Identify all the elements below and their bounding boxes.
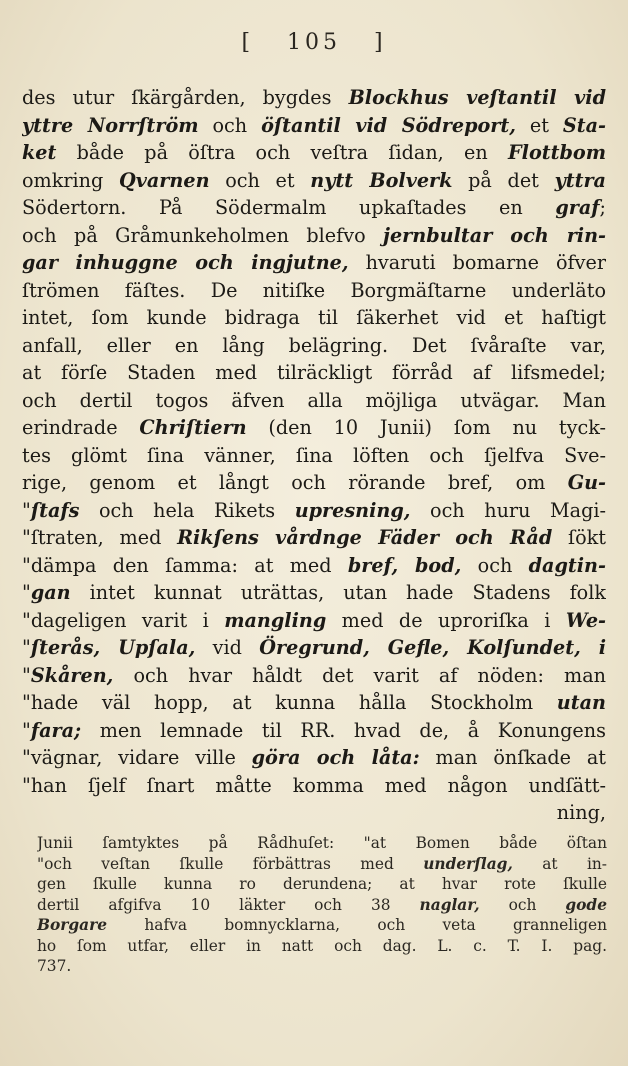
italic-text: Rikſens vårdnge Fäder och Råd bbox=[177, 526, 553, 549]
text-run: "ſtraten, med bbox=[22, 526, 178, 549]
text-line bbox=[22, 524, 606, 552]
text-run: "han ſjelf ſnart måtte komma med någon undſätt- bbox=[22, 773, 606, 797]
text-line bbox=[22, 579, 606, 607]
text-run: med de uproriſka i bbox=[326, 608, 566, 632]
text-run: ; bbox=[599, 196, 606, 219]
italic-text: gode bbox=[565, 895, 607, 914]
text-run: och bbox=[198, 113, 262, 137]
text-run: 737. bbox=[37, 957, 72, 975]
text-run: man önſkade at bbox=[419, 746, 606, 769]
text-run: des utur ſkärgården, bygdes bbox=[22, 86, 349, 109]
text-line bbox=[22, 469, 606, 497]
text-line bbox=[22, 84, 606, 112]
text-run: gen ſkulle kunna ro derundena; at hvar rote ſkulle bbox=[37, 875, 607, 893]
text-line bbox=[22, 112, 606, 140]
italic-text: graf bbox=[555, 196, 600, 219]
text-run: "dageligen varit i bbox=[22, 608, 225, 632]
text-run: men lemnade til RR. hvad de, å Konungens bbox=[81, 718, 606, 742]
text-run: dertil afgifva 10 läkter och 38 bbox=[37, 895, 420, 914]
text-run: (den 10 Junii) ſom nu tyck- bbox=[246, 416, 606, 439]
text-line bbox=[22, 387, 606, 415]
italic-text: underſlag, bbox=[423, 854, 513, 873]
text-run: Junii ſamtyktes på Rådhuſet: "at Bomen både öſtan bbox=[37, 834, 607, 852]
text-run: at in- bbox=[512, 854, 607, 873]
text-line bbox=[22, 772, 606, 800]
italic-text: nytt Bolverk bbox=[310, 168, 453, 192]
italic-text: Chriſtiern bbox=[139, 416, 247, 439]
text-line bbox=[22, 359, 606, 387]
text-run: anfall, eller en lång belägring. Det ſvåraſte var, bbox=[22, 333, 606, 357]
text-run: ſtrömen fäſtes. De nitiſke Borgmäſtarne underläto bbox=[22, 278, 606, 302]
text-line bbox=[22, 194, 606, 222]
text-run: och bbox=[479, 895, 566, 914]
italic-text: mangling bbox=[224, 608, 327, 632]
text-line bbox=[22, 634, 606, 662]
text-run: "hade väl hopp, at kunna hålla Stockholm bbox=[22, 691, 557, 714]
text-run: Södertorn. På Södermalm upkaſtades en bbox=[22, 196, 556, 219]
text-run: "vägnar, vidare ville bbox=[22, 746, 252, 769]
italic-text: fara; bbox=[30, 718, 82, 742]
italic-text: Öregrund, Gefle, Kolſundet, i bbox=[259, 636, 606, 659]
italic-text: ſtafs bbox=[30, 498, 80, 522]
text-line bbox=[22, 799, 606, 827]
text-line bbox=[22, 249, 606, 277]
text-run: " bbox=[22, 581, 31, 604]
footnote-line bbox=[37, 833, 607, 854]
italic-text: dagtin- bbox=[528, 553, 606, 577]
text-run: på det bbox=[452, 168, 555, 192]
text-run: rige, genom et långt och rörande bref, om bbox=[22, 471, 568, 494]
text-run: " bbox=[22, 498, 31, 522]
text-run: och hela Rikets bbox=[79, 498, 295, 522]
italic-text: Gu- bbox=[567, 471, 606, 494]
text-run: omkring bbox=[22, 168, 120, 192]
italic-text: Borgare bbox=[37, 916, 108, 934]
text-line bbox=[22, 552, 606, 580]
page-number: [ 105 ] bbox=[241, 30, 387, 55]
italic-text: We- bbox=[565, 608, 606, 632]
text-run: och dertil togos äfven alla möjliga utvägar. Man bbox=[22, 388, 606, 412]
text-run: " bbox=[22, 663, 31, 687]
text-run: et bbox=[515, 113, 563, 137]
text-line bbox=[22, 662, 606, 690]
text-run: intet kunnat uträttas, utan hade Stadens folk bbox=[70, 581, 606, 604]
italic-text: Skåren, bbox=[30, 663, 114, 687]
text-run: ho ſom utfar, eller in natt och dag. L. c. T. I. pag. bbox=[37, 936, 607, 955]
italic-text: gar inhuggne och ingjutne, bbox=[22, 251, 349, 274]
text-run: ſökt bbox=[552, 526, 606, 549]
text-line bbox=[22, 744, 606, 772]
italic-text: ket bbox=[22, 141, 57, 164]
italic-text: ſterås, Upſala, bbox=[30, 636, 196, 659]
footnote-line bbox=[37, 956, 607, 977]
italic-text: göra och låta: bbox=[251, 746, 420, 769]
text-run: erindrade bbox=[22, 416, 140, 439]
text-run: och bbox=[461, 553, 529, 577]
text-run: hvaruti bomarne öfver bbox=[348, 251, 606, 274]
italic-text: yttre Norrſtröm bbox=[22, 113, 199, 137]
text-run: at förſe Staden med tilräckligt förråd af lifsmedel; bbox=[22, 361, 606, 384]
text-run: ning, bbox=[556, 801, 606, 824]
text-line bbox=[22, 304, 606, 332]
text-run: och huru Magi- bbox=[410, 498, 606, 522]
text-run: och et bbox=[209, 168, 311, 192]
italic-text: upresning, bbox=[294, 498, 411, 522]
text-run: " bbox=[22, 718, 31, 742]
footnote-line bbox=[37, 936, 607, 957]
italic-text: naglar, bbox=[419, 895, 480, 914]
text-line bbox=[22, 139, 606, 167]
text-run: tes glömt ſina vänner, ſina löften och ſjelfva Sve- bbox=[22, 443, 606, 467]
text-run: vid bbox=[195, 636, 260, 659]
text-line bbox=[22, 414, 606, 442]
footnote bbox=[37, 833, 607, 977]
italic-text: bref, bod, bbox=[347, 553, 462, 577]
italic-text: gan bbox=[30, 581, 71, 604]
text-run: "dämpa den ſamma: at med bbox=[22, 553, 348, 577]
text-run: hafva bomnycklarna, och veta granneligen bbox=[107, 916, 607, 934]
text-run: "och veſtan ſkulle förbättras med bbox=[37, 854, 424, 873]
text-line bbox=[22, 689, 606, 717]
italic-text: Sta- bbox=[562, 113, 606, 137]
text-line bbox=[22, 222, 606, 250]
italic-text: jernbultar och rin- bbox=[383, 223, 606, 247]
text-run: och på Gråmunkeholmen blefvo bbox=[22, 223, 384, 247]
footnote-line bbox=[37, 915, 607, 936]
text-run: intet, ſom kunde bidraga til ſäkerhet vid et haſtigt bbox=[22, 306, 606, 329]
text-line bbox=[22, 332, 606, 360]
text-line bbox=[22, 442, 606, 470]
text-line bbox=[22, 717, 606, 745]
italic-text: Flottbom bbox=[508, 141, 606, 164]
italic-text: utan bbox=[556, 691, 606, 714]
text-line bbox=[22, 167, 606, 195]
italic-text: yttra bbox=[554, 168, 606, 192]
italic-text: Blockhus veſtantil vid bbox=[348, 86, 606, 109]
text-line bbox=[22, 607, 606, 635]
text-run: " bbox=[22, 636, 31, 659]
italic-text: öſtantil vid Södreport, bbox=[261, 113, 516, 137]
text-run: och hvar håldt det varit af nöden: man bbox=[113, 663, 606, 687]
text-run: både på öſtra och veſtra ſidan, en bbox=[56, 141, 509, 164]
footnote-line bbox=[37, 874, 607, 895]
text-line bbox=[22, 277, 606, 305]
footnote-line bbox=[37, 895, 607, 916]
text-line bbox=[22, 497, 606, 525]
footnote-line bbox=[37, 854, 607, 875]
main-text bbox=[22, 84, 606, 827]
italic-text: Qvarnen bbox=[119, 168, 210, 192]
